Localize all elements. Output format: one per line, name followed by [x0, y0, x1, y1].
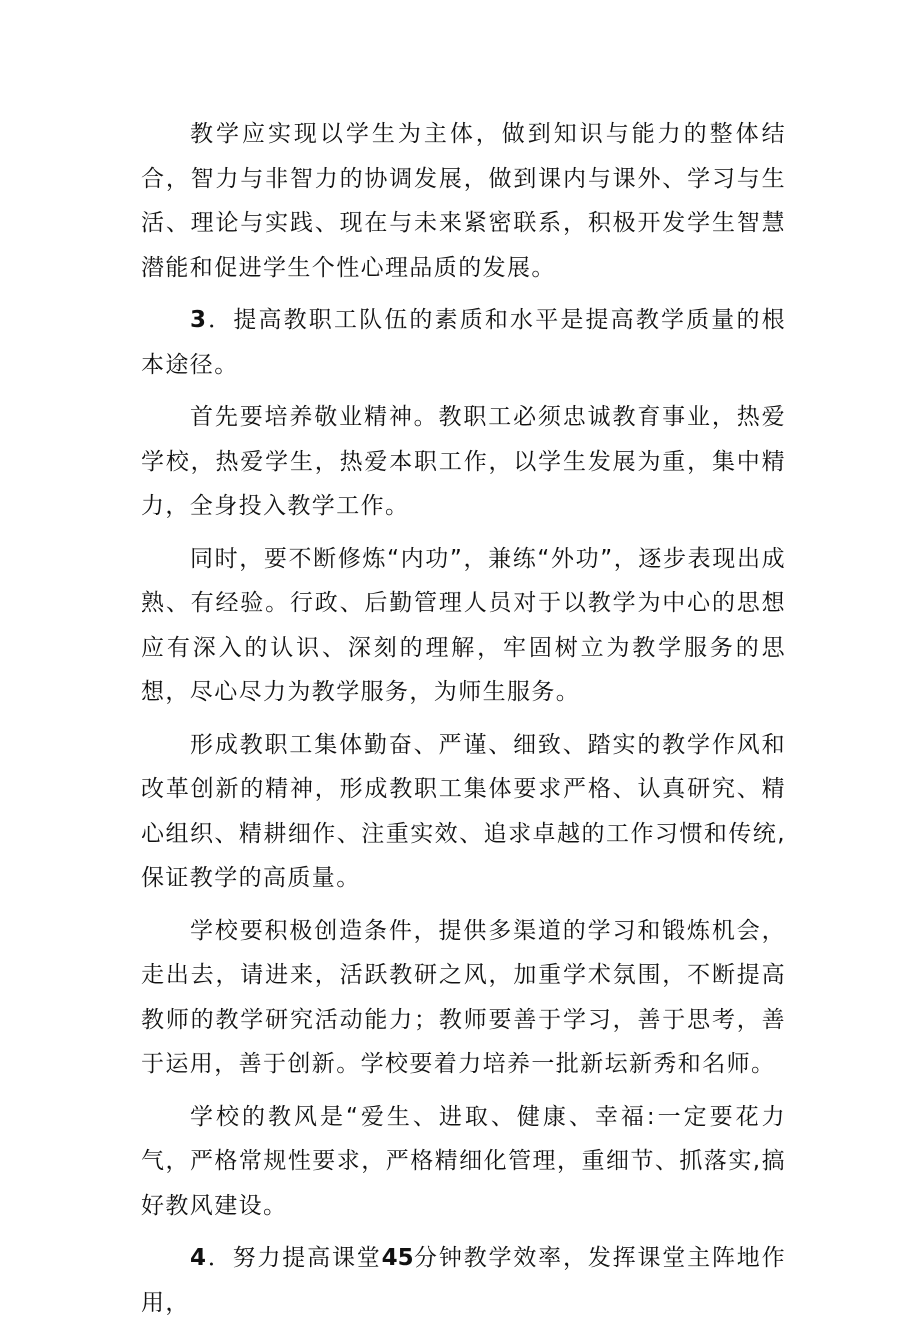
paragraph-dedication: 首先要培养敬业精神。教职工必须忠诚教育事业，热爱学校，热爱学生，热爱本职工作，以学生发展为重，集中精力，全身投入教学工作。 [141, 404, 786, 519]
section-heading-text: ．努力提高课堂 [207, 1245, 382, 1271]
paragraph-training: 学校要积极创造条件，提供多渠道的学习和锻炼机会，走出去，请进来，活跃教研之风，加重学术氛围，不断提高教师的教学研究活动能力；教师要善于学习，善于思考，善于运用，善于创新。学校要着力培养一批新坛新秀和名师。 [141, 917, 786, 1077]
section-heading-4 [141, 1236, 786, 1325]
section-heading-text-after: 分钟教学效率，发挥课堂主阵地作用， [141, 1245, 786, 1316]
paragraph-teaching-style: 学校的教风是“爱生、进取、健康、幸福:一定要花力气，严格常规性要求，严格精细化管理，重细节、抓落实,搞好教风建设。 [141, 1103, 786, 1219]
document-page [141, 112, 786, 1333]
section-number: 4 [190, 1245, 208, 1271]
paragraph-work-style: 形成教职工集体勤奋、严谨、细致、踏实的教学作风和改革创新的精神，形成教职工集体要求严格、认真研究、精心组织、精耕细作、注重实效、追求卓越的工作习惯和传统,保证教学的高质量。 [141, 731, 786, 891]
minutes-number: 45 [381, 1245, 414, 1271]
section-number: 3 [190, 307, 208, 333]
section-heading-text: ．提高教职工队伍的素质和水平是提高教学质量的根本途径。 [141, 307, 786, 378]
paragraph-student-centered: 教学应实现以学生为主体，做到知识与能力的整体结合，智力与非智力的协调发展，做到课内与课外、学习与生活、理论与实践、现在与未来紧密联系，积极开发学生智慧潜能和促进学生个性心理品质的发展。 [141, 121, 786, 281]
paragraph-skills: 同时，要不断修炼“内功”，兼练“外功”，逐步表现出成熟、有经验。行政、后勤管理人员对于以教学为中心的思想应有深入的认识、深刻的理解，牢固树立为教学服务的思想，尽心尽力为教学服务，为师生服务。 [141, 545, 786, 705]
section-heading-3 [141, 298, 786, 387]
